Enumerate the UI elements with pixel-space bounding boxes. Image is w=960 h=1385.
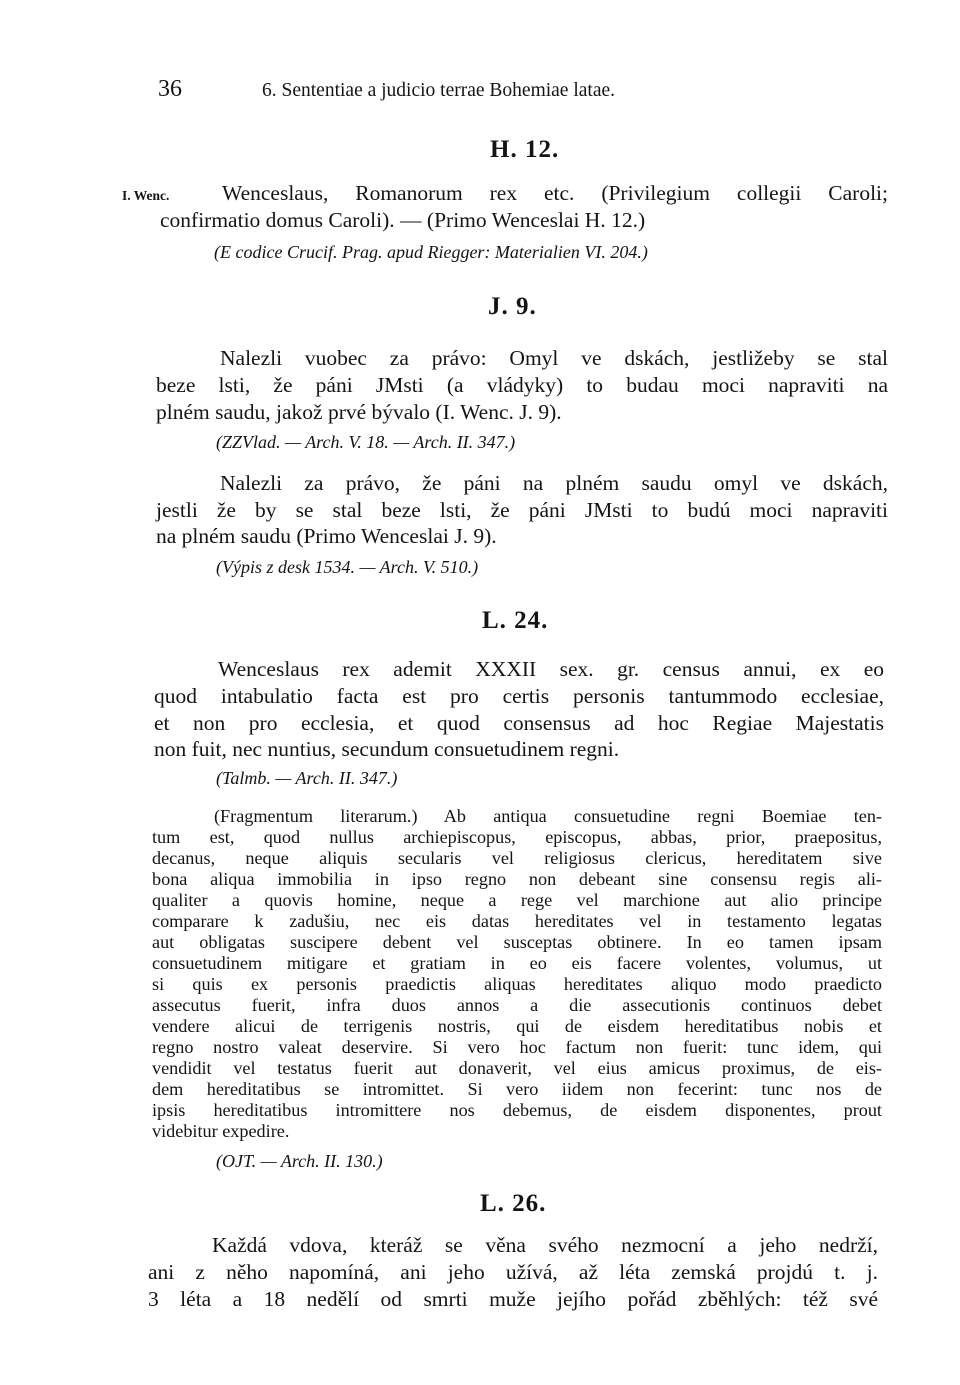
text-line: bona aliqua immobilia in ipso regno non debeant sine consensu regis ali- [152, 869, 882, 889]
text-line: na plném saudu (Primo Wenceslai J. 9). [156, 524, 497, 548]
text-line: Nalezli za právo, že páni na plném saudu omyl ve dskách, [220, 471, 888, 495]
text-line: assecutus fuerit, infra duos annos a die assecutionis continuos debet [152, 995, 882, 1015]
source-citation: (ZZVlad. — Arch. V. 18. — Arch. II. 347.) [216, 432, 516, 452]
text-line: regno nostro valeat deservire. Si vero hoc factum non fuerit: tunc idem, qui [152, 1037, 882, 1057]
text-line: confirmatio domus Caroli). — (Primo Wenceslai H. 12.) [160, 208, 646, 232]
text-line: Wenceslaus rex ademit XXXII sex. gr. census annui, ex eo [218, 657, 884, 681]
text-line: jestli že by se stal beze lsti, že páni JMsti to budú moci napraviti [156, 498, 888, 522]
text-line: Wenceslaus, Romanorum rex etc. (Privilegium collegii Caroli; [222, 181, 888, 205]
section-heading-h12: H. 12. [490, 136, 560, 163]
text-line: tum est, quod nullus archiepiscopus, episcopus, abbas, prior, praepositus, [152, 827, 882, 847]
text-line: et non pro ecclesia, et quod consensus ad hoc Regiae Majestatis [154, 711, 884, 735]
text-line: Každá vdova, kteráž se věna svého nezmocní a jeho nedrží, [212, 1233, 878, 1257]
source-citation: (Výpis z desk 1534. — Arch. V. 510.) [216, 557, 479, 577]
text-line: ipsis hereditatibus intromittere nos debemus, de eisdem disponentes, prout [152, 1100, 882, 1120]
text-line: qualiter a quovis homine, neque a rege vel marchione aut alio principe [152, 890, 882, 910]
page-number: 36 [158, 76, 182, 102]
text-line: comparare k zadušiu, nec eis datas hereditates vel in testamento legatas [152, 911, 882, 931]
text-line: consuetudinem mitigare et gratiam in eo eis facere volentes, volumus, ut [152, 953, 882, 973]
text-line: plném saudu, jakož prvé bývalo (I. Wenc. J. 9). [156, 400, 562, 424]
margin-note: I. Wenc. [122, 188, 170, 203]
text-line: quod intabulatio facta est pro certis personis tantummodo ecclesiae, [154, 684, 884, 708]
text-line: videbitur expedire. [152, 1121, 290, 1141]
source-citation: (E codice Crucif. Prag. apud Riegger: Materialien VI. 204.) [214, 242, 648, 262]
text-line: decanus, neque aliquis secularis vel religiosus clericus, hereditatem sive [152, 848, 882, 868]
text-line: vendidit vel testatus fuerit aut donaverit, vel eius amicus proximus, de eis- [152, 1058, 882, 1078]
text-line: si quis ex personis praedictis aliquas hereditates aliquo modo praedicto [152, 974, 882, 994]
text-line: ani z něho napomíná, ani jeho užívá, až léta zemská projdú t. j. [148, 1260, 878, 1284]
source-citation: (OJT. — Arch. II. 130.) [216, 1151, 383, 1171]
text-line: aut obligatas suscipere debent vel susceptas obtinere. In eo tamen ipsam [152, 932, 882, 952]
section-heading-l24: L. 24. [482, 607, 549, 634]
section-heading-l26: L. 26. [480, 1190, 547, 1217]
text-line: vendere alicui de terrigenis nostris, qui de eisdem hereditatibus nobis et [152, 1016, 882, 1036]
text-line: beze lsti, že páni JMsti (a vládyky) to budau moci napraviti na [156, 373, 888, 397]
section-heading-j9: J. 9. [488, 293, 537, 320]
running-title: 6. Sententiae a judicio terrae Bohemiae latae. [262, 80, 616, 101]
source-citation: (Talmb. — Arch. II. 347.) [216, 768, 398, 788]
text-line: 3 léta a 18 nedělí od smrti muže jejího pořád zběhlých: též své [148, 1287, 878, 1311]
text-line: non fuit, nec nuntius, secundum consuetudinem regni. [154, 737, 620, 761]
text-line: Nalezli vuobec za právo: Omyl ve dskách, jestližeby se stal [220, 346, 888, 370]
text-line: dem hereditatibus se intromittet. Si vero iidem non fecerint: tunc nos de [152, 1079, 882, 1099]
text-line: (Fragmentum literarum.) Ab antiqua consuetudine regni Boemiae ten- [214, 806, 882, 826]
